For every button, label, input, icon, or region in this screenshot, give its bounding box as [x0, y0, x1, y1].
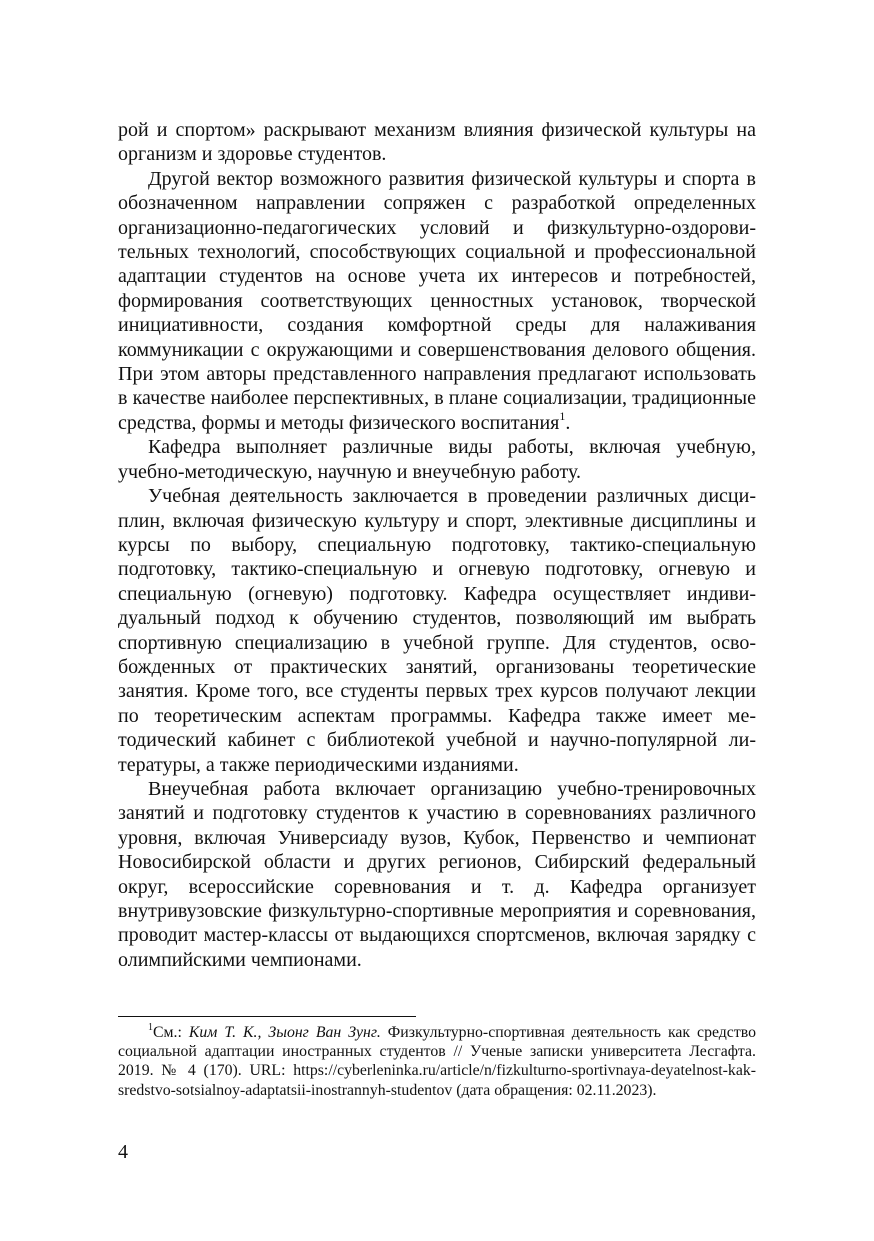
footnote-number: 1 [148, 1022, 153, 1033]
footnote-separator [118, 1016, 416, 1017]
footnote-authors: Ким Т. К., Зыонг Ван Зунг. [188, 1024, 381, 1041]
paragraph-development-vector [118, 167, 756, 435]
paragraph-continued: рой и спортом» раскрывают механизм влияния физической культуры на организм и здоровье студентов. [118, 119, 756, 166]
paragraph-extracurricular-work: Внеучебная работа включает организацию учебно-тренировочных занятий и подготовку студентов к участию в соревнованиях различного уровня, включая Универсиаду вузов, Кубок, Первенство и чемпионат Новосибирской области и других регионов, Сибирский федеральный округ, всероссийские соревнования и т. д. Кафедра организует внутривузовские физкультурно-спортивные мероприятия и соревнования, проводит мастер-классы от выдающихся спортсменов, включая зарядку с олимпийскими чемпионами. [118, 777, 756, 971]
paragraph-educational-activity: Учебная деятельность заключается в проведении различных дисциплин, включая физическую культуру и спорт, элективные дисциплины и курсы по выбору, специальную подготовку, тактико-специальную подготовку, тактико-специальную и огневую подготовку, огневую и специальную (огневую) подготовку. Кафедра осуществляет индивидуальный подход к обучению студентов, позволяющий им выбрать спортивную специализацию в учебной группе. Для студентов, освобожденных от практических занятий, организованы теоретические занятия. Кроме того, все студенты первых трех курсов получают лекции по теоретическим аспектам программы. Кафедра также имеет методический кабинет с библиотекой учебной и научно-популярной литературы, а также периодическими изданиями. [118, 485, 756, 776]
footnote [118, 1023, 756, 1100]
paragraph-department-work: Кафедра выполняет различные виды работы, включая учебную, учебно-методическую, научную и внеучебную работу. [118, 436, 756, 483]
paragraph-end-punctuation: . [565, 411, 571, 434]
footnote-text: Физкультурно-спортивная деятельность как средство социальной адаптации иностранных студентов // Ученые записки университета Лесгафта. 2019. № 4 (170). URL: https://cyberleninka.ru/article/n/fizkulturno-sportivnaya-deyatelnost-kak-sredstvo-sotsialnoy-adaptatsii-inostrannyh-studentov (дата обращения: 02.11.2023). [118, 1024, 756, 1099]
main-text [118, 118, 756, 972]
footnote-reference[interactable]: 1 [559, 408, 566, 423]
footnote-prefix: См.: [153, 1024, 189, 1041]
paragraph-text: Другой вектор возможного развития физической культуры и спорта в обозначенном направлении сопряжен с разработкой определенных организационно-педагогических условий и физкультурно-оздоровительных технологий, способствующих социальной и профессиональной адаптации студентов на основе учета их интересов и потребностей, формирования соответствующих ценностных установок, творческой инициативности, создания комфортной среды для налаживания коммуникации с окружающими и совершенствования делового общения. При этом авторы представленного направления предлагают использовать в качестве наиболее перспективных, в плане социализации, традиционные средства, формы и методы физического воспитания [118, 167, 756, 434]
page-number: 4 [118, 1141, 128, 1163]
